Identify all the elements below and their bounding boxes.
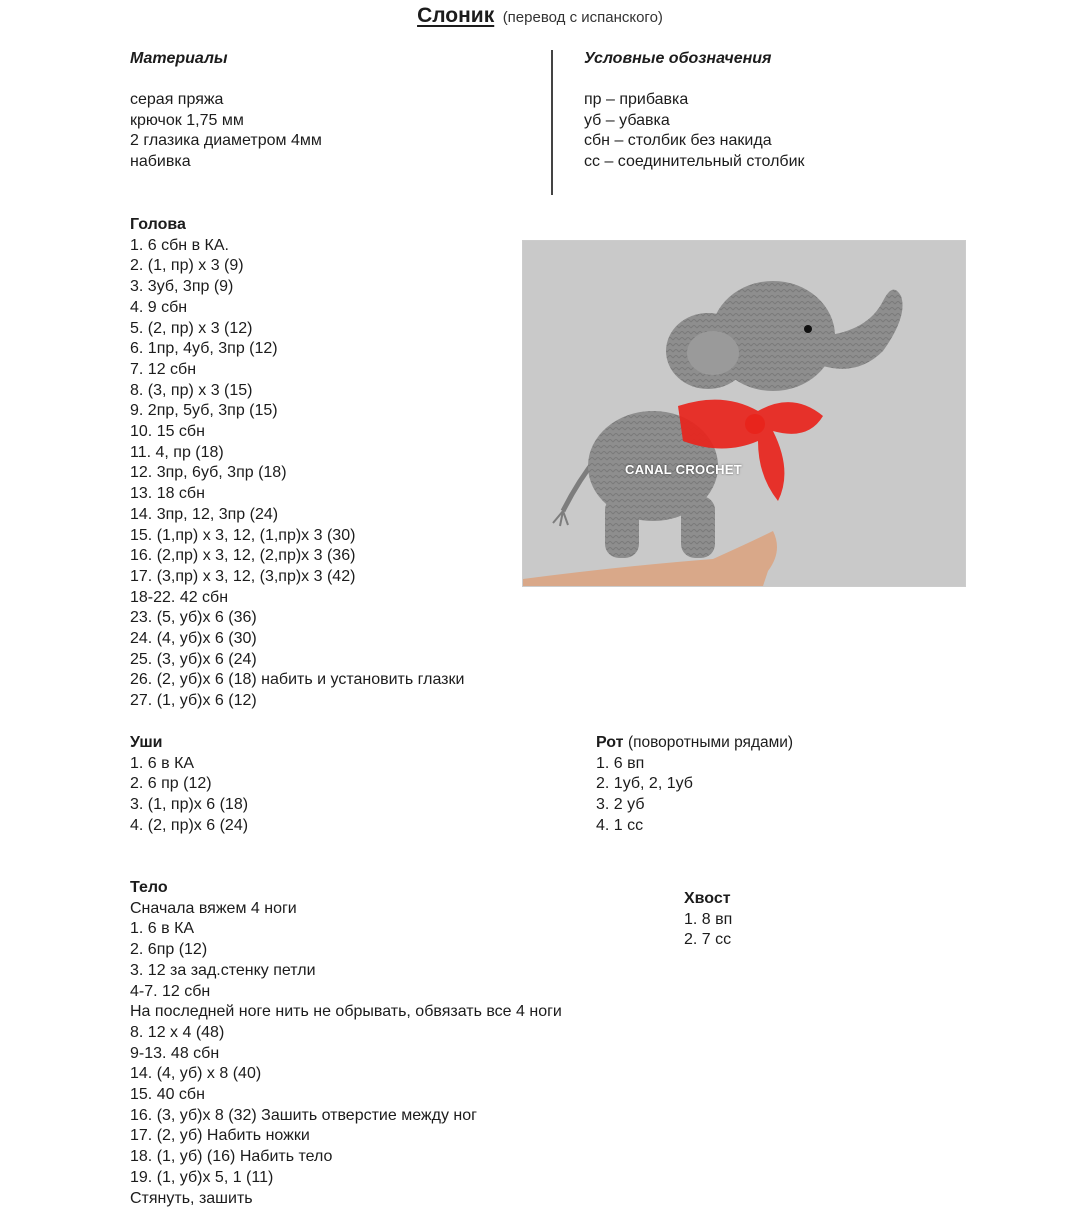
head-row: 12. 3пр, 6уб, 3пр (18)	[130, 464, 287, 482]
body-heading: Тело	[130, 879, 168, 896]
legend-item: сбн – столбик без накида	[584, 132, 772, 150]
materials-item: 2 глазика диаметром 4мм	[130, 132, 322, 150]
body-row: 17. (2, уб) Набить ножки	[130, 1127, 310, 1145]
materials-list	[130, 90, 322, 173]
tail-heading: Хвост	[684, 890, 731, 907]
ears-rows	[130, 754, 248, 837]
tail-rows	[684, 910, 732, 951]
head-rows	[130, 236, 464, 712]
materials-item: крючок 1,75 мм	[130, 111, 244, 129]
vertical-divider	[551, 50, 553, 195]
body-row: Стянуть, зашить	[130, 1189, 253, 1207]
legend-list	[584, 90, 805, 173]
head-row: 14. 3пр, 12, 3пр (24)	[130, 505, 279, 523]
title-main: Слоник	[417, 4, 495, 27]
mouth-row: 4. 1 сс	[596, 816, 644, 834]
mouth-row: 1. 6 вп	[596, 754, 645, 772]
legend-item: сс – соединительный столбик	[584, 153, 805, 171]
legend-item: уб – убавка	[584, 111, 670, 129]
body-row: 8. 12 х 4 (48)	[130, 1023, 225, 1041]
head-row: 6. 1пр, 4уб, 3пр (12)	[130, 340, 278, 358]
body-rows	[130, 899, 562, 1210]
mouth-heading: Рот	[596, 734, 624, 751]
ears-heading: Уши	[130, 734, 163, 751]
mouth-section	[596, 733, 793, 837]
head-row: 3. 3уб, 3пр (9)	[130, 278, 234, 296]
mouth-heading-line	[596, 733, 793, 754]
materials-heading: Материалы	[130, 50, 228, 67]
body-row: 16. (3, уб)х 8 (32) Зашить отверстие между ног	[130, 1106, 477, 1124]
materials-section	[130, 50, 322, 173]
head-row: 24. (4, уб)х 6 (30)	[130, 630, 257, 648]
elephant-photo	[522, 240, 966, 587]
head-row: 9. 2пр, 5уб, 3пр (15)	[130, 402, 278, 420]
body-row: 9-13. 48 сбн	[130, 1044, 220, 1062]
legend-item: пр – прибавка	[584, 91, 689, 108]
body-row: 1. 6 в КА	[130, 920, 195, 938]
red-bow-knot	[745, 414, 765, 434]
ears-row: 2. 6 пр (12)	[130, 775, 212, 793]
head-row: 13. 18 сбн	[130, 485, 205, 503]
head-heading: Голова	[130, 216, 186, 233]
elephant-illustration	[523, 241, 965, 586]
head-row: 7. 12 сбн	[130, 360, 197, 378]
head-row: 1. 6 сбн в КА.	[130, 236, 229, 254]
head-row: 8. (3, пр) х 3 (15)	[130, 381, 253, 399]
ears-row: 3. (1, пр)х 6 (18)	[130, 796, 249, 814]
ears-section	[130, 733, 248, 837]
legend-section	[584, 50, 805, 173]
head-row: 17. (3,пр) х 3, 12, (3,пр)х 3 (42)	[130, 567, 356, 585]
ears-row: 1. 6 в КА	[130, 754, 195, 772]
body-row: 2. 6пр (12)	[130, 941, 208, 959]
head-row: 27. (1, уб)х 6 (12)	[130, 692, 257, 710]
head-section	[130, 215, 464, 712]
mouth-heading-note: (поворотными рядами)	[627, 734, 794, 751]
materials-item: серая пряжа	[130, 91, 224, 108]
head-row: 23. (5, уб)х 6 (36)	[130, 609, 257, 627]
page-title	[0, 4, 1080, 28]
ears-row: 4. (2, пр)х 6 (24)	[130, 816, 249, 834]
materials-item: набивка	[130, 153, 191, 171]
body-row: 14. (4, уб) х 8 (40)	[130, 1065, 262, 1083]
body-row: 15. 40 сбн	[130, 1086, 205, 1104]
elephant-eye	[804, 325, 812, 333]
head-row: 10. 15 сбн	[130, 423, 205, 441]
body-row: 19. (1, уб)х 5, 1 (11)	[130, 1168, 274, 1186]
body-row: Сначала вяжем 4 ноги	[130, 899, 297, 917]
elephant-leg	[681, 496, 715, 558]
title-subtitle: (перевод с испанского)	[502, 9, 663, 26]
tail-section	[684, 889, 732, 951]
head-row: 2. (1, пр) х 3 (9)	[130, 257, 244, 275]
photo-watermark: CANAL CROCHET	[625, 462, 743, 477]
head-row: 18-22. 42 сбн	[130, 588, 229, 606]
body-row: 3. 12 за зад.стенку петли	[130, 961, 316, 979]
head-row: 11. 4, пр (18)	[130, 443, 224, 461]
elephant-leg	[605, 496, 639, 558]
body-row: 18. (1, уб) (16) Набить тело	[130, 1148, 333, 1166]
mouth-row: 3. 2 уб	[596, 796, 645, 814]
body-row: 4-7. 12 сбн	[130, 982, 211, 1000]
tail-row: 1. 8 вп	[684, 910, 733, 928]
mouth-row: 2. 1уб, 2, 1уб	[596, 775, 693, 793]
head-row: 16. (2,пр) х 3, 12, (2,пр)х 3 (36)	[130, 547, 356, 565]
body-row: На последней ноге нить не обрывать, обвязать все 4 ноги	[130, 1003, 562, 1021]
mouth-rows	[596, 754, 793, 837]
head-row: 5. (2, пр) х 3 (12)	[130, 319, 253, 337]
head-row: 25. (3, уб)х 6 (24)	[130, 650, 257, 668]
legend-heading: Условные обозначения	[584, 50, 772, 67]
head-row: 15. (1,пр) х 3, 12, (1,пр)х 3 (30)	[130, 526, 356, 544]
body-section	[130, 878, 562, 1209]
head-row: 26. (2, уб)х 6 (18) набить и установить глазки	[130, 671, 465, 689]
head-row: 4. 9 сбн	[130, 298, 188, 316]
tail-row: 2. 7 сс	[684, 931, 732, 949]
